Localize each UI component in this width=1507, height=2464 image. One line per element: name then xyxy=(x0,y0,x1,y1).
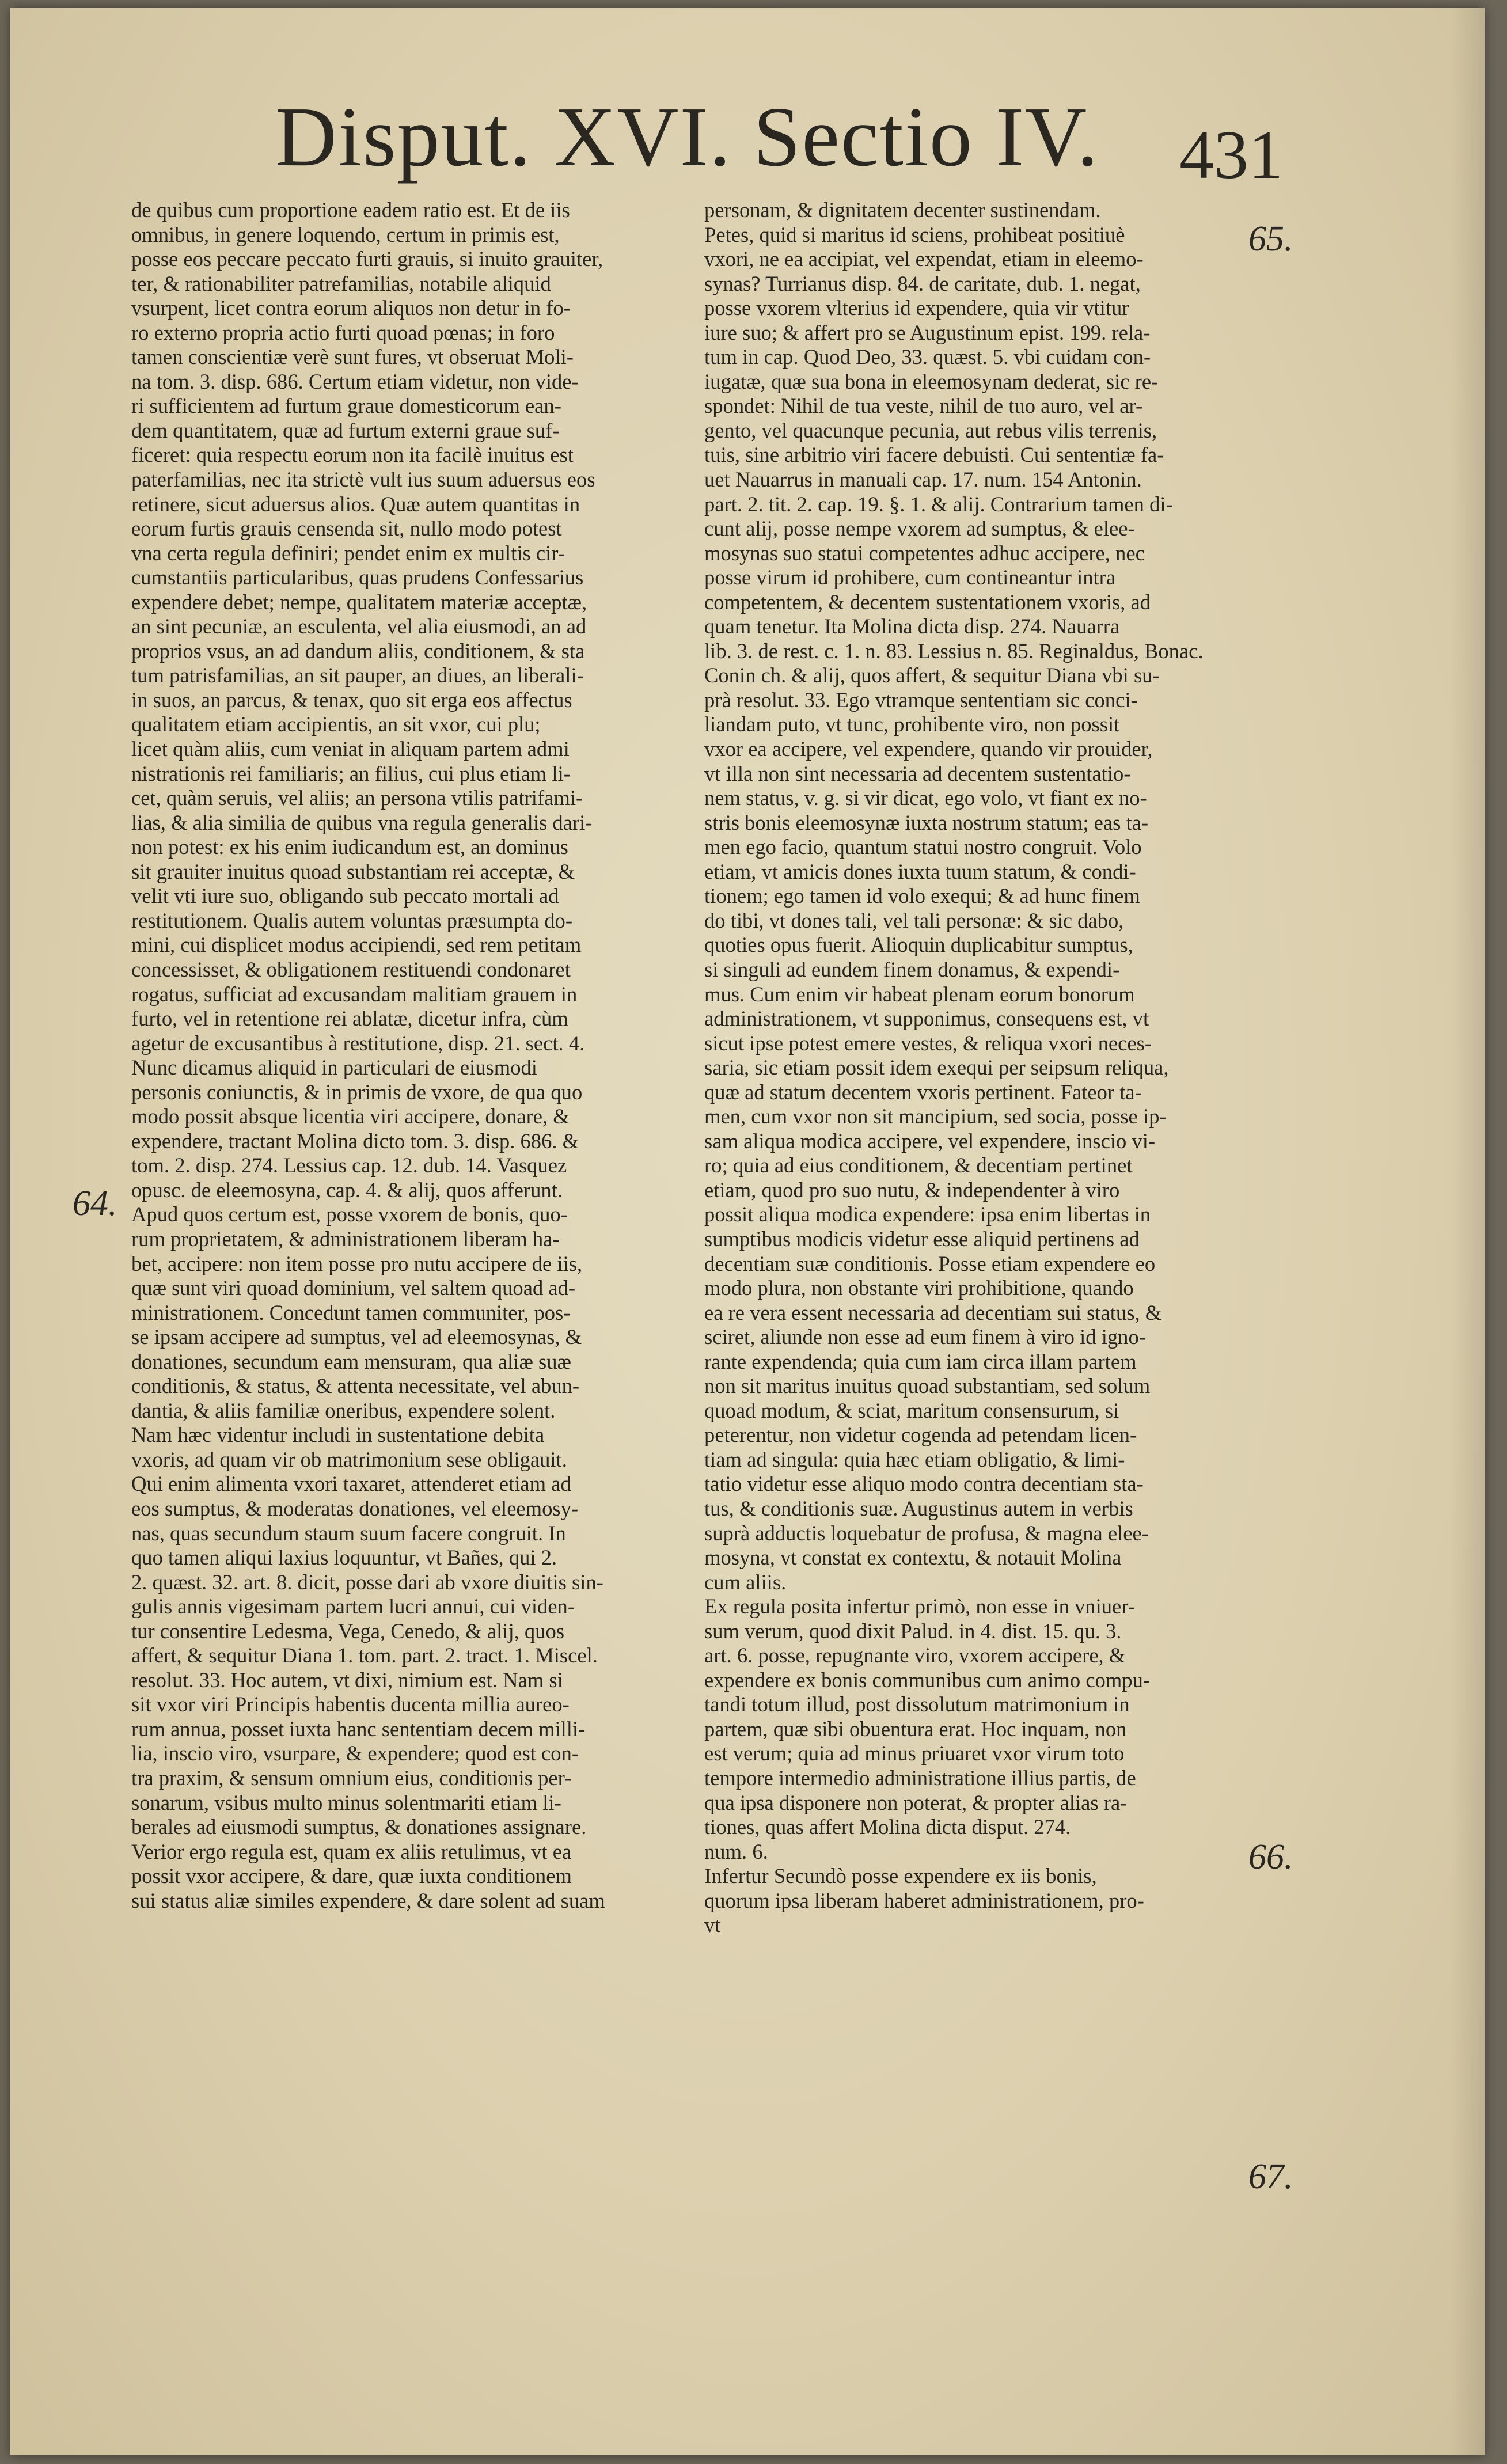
text-line: quorum ipsa liberam haberet administrationem, pro- xyxy=(704,1888,1144,1912)
text-line: tra praxim, & sensum omnium eius, conditionis per- xyxy=(131,1766,572,1790)
text-line: sui status aliæ similes expendere, & dare solent ad suam xyxy=(131,1888,605,1912)
margin-number: 65. xyxy=(1248,219,1293,259)
text-line: ter, & rationabiliter patrefamilias, notabile aliquid xyxy=(131,271,551,295)
text-line: uet Nauarrus in manuali cap. 17. num. 154 Antonin. xyxy=(704,468,1142,492)
text-line: iugatæ, quæ sua bona in eleemosynam dederat, sic re- xyxy=(704,369,1159,393)
text-line: lib. 3. de rest. c. 1. n. 83. Lessius n. 85. Reginaldus, Bonac. xyxy=(704,639,1204,663)
text-line: tus, & conditionis suæ. Augustinus autem in verbis xyxy=(704,1496,1133,1520)
text-line: quam tenetur. Ita Molina dicta disp. 274. Nauarra xyxy=(704,614,1120,639)
text-line: mini, cui displicet modus accipiendi, sed rem petitam xyxy=(131,933,582,957)
text-line: expendere debet; nempe, qualitatem materiæ acceptæ, xyxy=(131,590,587,614)
text-line: sum verum, quod dixit Palud. in 4. dist. 15. qu. 3. xyxy=(704,1619,1122,1643)
text-line: opusc. de eleemosyna, cap. 4. & alij, quos afferunt. xyxy=(131,1178,563,1202)
text-line: possit vxor accipere, & dare, quæ iuxta conditionem xyxy=(131,1864,572,1888)
text-line: tur consentire Ledesma, Vega, Cenedo, & alij, quos xyxy=(131,1619,565,1643)
text-line: Qui enim alimenta vxori taxaret, attenderet etiam ad xyxy=(131,1472,571,1496)
text-line: vna certa regula definiri; pendet enim ex multis cir- xyxy=(131,541,565,565)
text-line: partem, quæ sibi obuentura erat. Hoc inquam, non xyxy=(704,1717,1127,1741)
text-line: cum aliis. xyxy=(704,1570,787,1594)
text-line: Infertur Secundò posse expendere ex iis bonis, xyxy=(704,1864,1097,1888)
text-line: synas? Turrianus disp. 84. de caritate, dub. 1. negat, xyxy=(704,271,1141,295)
text-line: nem status, v. g. si vir dicat, ego volo, vt fiant ex no- xyxy=(704,786,1147,810)
text-line: ro externo propria actio furti quoad pœnas; in foro xyxy=(131,320,555,344)
text-line: mus. Cum enim vir habeat plenam eorum bonorum xyxy=(704,982,1135,1006)
text-line: posse vxorem vlterius id expendere, quia vir vtitur xyxy=(704,296,1129,320)
text-line: stris bonis eleemosynæ iuxta nostrum statum; eas ta- xyxy=(704,810,1149,834)
text-line: nas, quas secundum staum suum facere congruit. In xyxy=(131,1521,566,1545)
text-line: vxori, ne ea accipiat, vel expendat, etiam in eleemo- xyxy=(704,247,1144,271)
text-line: Petes, quid si maritus id sciens, prohibeat positiuè xyxy=(704,222,1125,246)
text-line: sit grauiter inuitus quoad substantiam rei acceptæ, & xyxy=(131,859,575,883)
text-line: dem quantitatem, quæ ad furtum externi graue suf- xyxy=(131,418,560,442)
text-line: expendere ex bonis communibus cum animo compu- xyxy=(704,1668,1151,1692)
text-line: vxoris, ad quam vir ob matrimonium sese obligauit. xyxy=(131,1447,567,1471)
text-line: competentem, & decentem sustentationem vxoris, ad xyxy=(704,590,1151,614)
text-line: tiones, quas affert Molina dicta disput. 274. xyxy=(704,1815,1071,1839)
text-line: modo possit absque licentia viri accipere, donare, & xyxy=(131,1104,570,1129)
text-line: posse eos peccare peccato furti grauis, si inuito grauiter, xyxy=(131,247,603,271)
text-line: Conin ch. & alij, quos affert, & sequitur Diana vbi su- xyxy=(704,663,1160,688)
text-line: Ex regula posita infertur primò, non esse in vniuer- xyxy=(704,1594,1135,1619)
text-line: velit vti iure suo, obligando sub peccato mortali ad xyxy=(131,884,559,908)
text-line: lias, & alia similia de quibus vna regula generalis dari- xyxy=(131,810,593,834)
text-line: de quibus cum proportione eadem ratio est. Et de iis xyxy=(131,198,570,222)
text-line: Nam hæc videntur includi in sustentatione debita xyxy=(131,1423,545,1447)
text-line: furto, vel in retentione rei ablatæ, dicetur infra, cùm xyxy=(131,1007,568,1031)
text-line: in suos, an parcus, & tenax, quo sit erga eos affectus xyxy=(131,688,572,712)
text-line: non potest: ex his enim iudicandum est, an dominus xyxy=(131,835,568,859)
running-head-right: Sectio IV. xyxy=(753,90,1100,184)
text-line: spondet: Nihil de tua veste, nihil de tuo auro, vel ar- xyxy=(704,394,1143,418)
text-line: sit vxor viri Principis habentis ducenta millia aureo- xyxy=(131,1692,570,1717)
text-line: expendere, tractant Molina dicto tom. 3. disp. 686. & xyxy=(131,1129,579,1153)
text-line: eorum furtis grauis censenda sit, nullo modo potest xyxy=(131,517,562,541)
text-line: Apud quos certum est, posse vxorem de bonis, quo- xyxy=(131,1202,568,1227)
margin-number: 67. xyxy=(1248,2157,1293,2196)
text-line: modo plura, non obstante viri prohibitione, quando xyxy=(704,1276,1134,1300)
text-line: ministrationem. Concedunt tamen communiter, pos- xyxy=(131,1300,571,1324)
text-line: ficeret: quia respectu eorum non ita facilè inuitus est xyxy=(131,443,574,467)
text-line: conditionis, & status, & attenta necessitate, vel abun- xyxy=(131,1374,580,1398)
text-line: si singuli ad eundem finem donamus, & expendi- xyxy=(704,957,1120,981)
text-line: tandi totum illud, post dissolutum matrimonium in xyxy=(704,1692,1130,1717)
text-line: cunt alij, posse nempe vxorem ad sumptus, & elee- xyxy=(704,517,1135,541)
text-line: possit aliqua modica expendere: ipsa enim libertas in xyxy=(704,1202,1151,1227)
text-column-left xyxy=(131,198,684,1913)
text-line: retinere, sicut aduersus alios. Quæ autem quantitas in xyxy=(131,492,580,516)
page-gutter-shadow xyxy=(1450,8,1485,2455)
text-column-right xyxy=(704,198,1257,1938)
text-line: personam, & dignitatem decenter sustinendam. xyxy=(704,198,1101,222)
text-line: bet, accipere: non item posse pro nutu accipere de iis, xyxy=(131,1251,583,1275)
text-line: gulis annis vigesimam partem lucri annui, cui viden- xyxy=(131,1594,575,1619)
text-line: vt illa non sint necessaria ad decentem sustentatio- xyxy=(704,761,1131,785)
text-line: administrationem, vt supponimus, consequens est, vt xyxy=(704,1007,1149,1031)
text-line: affert, & sequitur Diana 1. tom. part. 2. tract. 1. Miscel. xyxy=(131,1643,598,1668)
text-line: ri sufficientem ad furtum graue domesticorum ean- xyxy=(131,394,561,418)
text-line: tum patrisfamilias, an sit pauper, an diues, an liberali- xyxy=(131,663,584,688)
text-line: lia, inscio viro, vsurpare, & expendere; quod est con- xyxy=(131,1741,579,1766)
text-line: paterfamilias, nec ita strictè vult ius suum aduersus eos xyxy=(131,468,595,492)
text-line: concessisset, & obligationem restituendi condonaret xyxy=(131,957,571,981)
text-line: sumptibus modicis videtur esse aliquid pertinens ad xyxy=(704,1227,1140,1251)
text-line: donationes, secundum eam mensuram, qua aliæ suæ xyxy=(131,1349,571,1373)
text-line: etiam, quod pro suo nutu, & independenter à viro xyxy=(704,1178,1120,1202)
text-line: tuis, sine arbitrio viri facere debuisti. Cui sententiæ fa- xyxy=(704,443,1164,467)
text-line: berales ad eiusmodi sumptus, & donationes assignare. xyxy=(131,1815,587,1839)
text-line: men ego facio, quantum statui nostro congruit. Volo xyxy=(704,835,1142,859)
text-line: vsurpent, licet contra eorum aliquos non detur in fo- xyxy=(131,296,571,320)
text-line: dantia, & aliis familiæ oneribus, expendere solent. xyxy=(131,1398,556,1422)
text-line: liandam puto, vt tunc, prohibente viro, non possit xyxy=(704,712,1120,736)
text-line: se ipsam accipere ad sumptus, vel ad eleemosynas, & xyxy=(131,1325,582,1349)
text-line: personis coniunctis, & in primis de vxore, de qua quo xyxy=(131,1080,583,1104)
text-line: part. 2. tit. 2. cap. 19. §. 1. & alij. Contrarium tamen di- xyxy=(704,492,1173,516)
book-page xyxy=(10,8,1485,2455)
text-line: suprà adductis loquebatur de profusa, & magna elee- xyxy=(704,1521,1149,1545)
text-line: qualitatem etiam accipientis, an sit vxor, cui plu; xyxy=(131,712,541,736)
text-line: licet quàm aliis, cum veniat in aliquam partem admi xyxy=(131,737,570,761)
text-line: quæ ad statum decentem vxoris pertinent. Fateor ta- xyxy=(704,1080,1142,1104)
text-line: art. 6. posse, repugnante viro, vxorem accipere, & xyxy=(704,1643,1126,1668)
text-line: peterentur, non videtur cogenda ad petendam licen- xyxy=(704,1423,1137,1447)
text-line: non sit maritus inuitus quoad substantiam, sed solum xyxy=(704,1374,1151,1398)
text-line: gento, vel quacunque pecunia, aut rebus vilis terrenis, xyxy=(704,418,1157,442)
text-line: mosyna, vt constat ex contextu, & notauit Molina xyxy=(704,1546,1122,1570)
text-line: 2. quæst. 32. art. 8. dicit, posse dari ab vxore diuitis sin- xyxy=(131,1570,603,1594)
text-line: omnibus, in genere loquendo, certum in primis est, xyxy=(131,222,560,246)
text-line: vxor ea accipere, vel expendere, quando vir prouider, xyxy=(704,737,1153,761)
text-line: posse virum id prohibere, cum contineantur intra xyxy=(704,565,1116,590)
text-line: rogatus, sufficiat ad excusandam malitiam grauem in xyxy=(131,982,578,1006)
text-line: men, cum vxor non sit mancipium, sed socia, posse ip- xyxy=(704,1104,1167,1129)
text-line: na tom. 3. disp. 686. Certum etiam videtur, non vide- xyxy=(131,369,579,393)
text-line: rum proprietatem, & administrationem liberam ha- xyxy=(131,1227,560,1251)
text-line: eos sumptus, & moderatas donationes, vel eleemosy- xyxy=(131,1496,579,1520)
text-line: cumstantiis particularibus, quas prudens Confessarius xyxy=(131,565,584,590)
text-line: agetur de excusantibus à restitutione, disp. 21. sect. 4. xyxy=(131,1031,585,1055)
text-line: sonarum, vsibus multo minus solentmariti etiam li- xyxy=(131,1790,561,1814)
text-line: num. 6. xyxy=(704,1839,768,1863)
text-line: an sint pecuniæ, an esculenta, vel alia eiusmodi, an ad xyxy=(131,614,587,639)
text-line: proprios vsus, an ad dandum aliis, conditionem, & sta xyxy=(131,639,585,663)
text-line: Nunc dicamus aliquid in particulari de eiusmodi xyxy=(131,1056,537,1080)
text-line: sicut ipse potest emere vestes, & reliqua vxori neces- xyxy=(704,1031,1152,1055)
text-line: tionem; ego tamen id volo exequi; & ad hunc finem xyxy=(704,884,1140,908)
text-line: rante expendenda; quia cum iam circa illam partem xyxy=(704,1349,1137,1373)
text-line: resolut. 33. Hoc autem, vt dixi, nimium est. Nam si xyxy=(131,1668,563,1692)
margin-number: 66. xyxy=(1248,1837,1293,1877)
text-line: cet, quàm seruis, vel aliis; an persona vtilis patrifami- xyxy=(131,786,583,810)
text-line: sciret, aliunde non esse ad eum finem à viro id igno- xyxy=(704,1325,1146,1349)
text-line: nistrationis rei familiaris; an filius, cui plus etiam li- xyxy=(131,761,571,785)
text-line: rum annua, posset iuxta hanc sententiam decem milli- xyxy=(131,1717,586,1741)
text-line: mosynas suo statui competentes adhuc accipere, nec xyxy=(704,541,1145,565)
text-line: qua ipsa disponere non poterat, & propter alias ra- xyxy=(704,1790,1128,1814)
running-head-left: Disput. XVI. xyxy=(275,90,732,184)
text-line: tamen conscientiæ verè sunt fures, vt obseruat Moli- xyxy=(131,345,574,369)
text-line: tempore intermedio administratione illius partis, de xyxy=(704,1766,1136,1790)
text-line: vt xyxy=(704,1913,721,1937)
text-line: quo tamen aliqui laxius loquuntur, vt Bañes, qui 2. xyxy=(131,1546,557,1570)
text-line: sam aliqua modica accipere, vel expendere, inscio vi- xyxy=(704,1129,1156,1153)
text-line: etiam, vt amicis dones iuxta tuum statum, & condi- xyxy=(704,859,1136,883)
text-line: saria, sic etiam possit idem exequi per seipsum reliqua, xyxy=(704,1056,1169,1080)
text-line: tiam ad singula: quia hæc etiam obligatio, & limi- xyxy=(704,1447,1125,1471)
page-number: 431 xyxy=(1179,116,1283,193)
text-line: tom. 2. disp. 274. Lessius cap. 12. dub. 14. Vasquez xyxy=(131,1153,567,1178)
text-line: ro; quia ad eius conditionem, & decentiam pertinet xyxy=(704,1153,1133,1178)
text-line: quæ sunt viri quoad dominium, vel saltem quoad ad- xyxy=(131,1276,576,1300)
text-line: do tibi, vt dones tali, vel tali personæ: & sic dabo, xyxy=(704,908,1124,932)
text-line: ea re vera essent necessaria ad decentiam sui status, & xyxy=(704,1300,1162,1324)
text-line: est verum; quia ad minus priuaret vxor virum toto xyxy=(704,1741,1125,1766)
text-line: tatio videtur esse aliquo modo contra decentiam sta- xyxy=(704,1472,1144,1496)
text-line: quoad modum, & sciat, maritum consensurum, si xyxy=(704,1398,1119,1422)
text-line: decentiam suæ conditionis. Posse etiam expendere eo xyxy=(704,1251,1156,1275)
margin-number: 64. xyxy=(73,1184,117,1223)
text-line: tum in cap. Quod Deo, 33. quæst. 5. vbi cuidam con- xyxy=(704,345,1151,369)
text-line: Verior ergo regula est, quam ex aliis retulimus, vt ea xyxy=(131,1839,572,1863)
text-line: iure suo; & affert pro se Augustinum epist. 199. rela- xyxy=(704,320,1151,344)
text-line: restitutionem. Qualis autem voluntas præsumpta do- xyxy=(131,908,572,932)
text-line: prà resolut. 33. Ego vtramque sententiam sic conci- xyxy=(704,688,1138,712)
text-line: quoties opus fuerit. Alioquin duplicabitur sumptus, xyxy=(704,933,1133,957)
